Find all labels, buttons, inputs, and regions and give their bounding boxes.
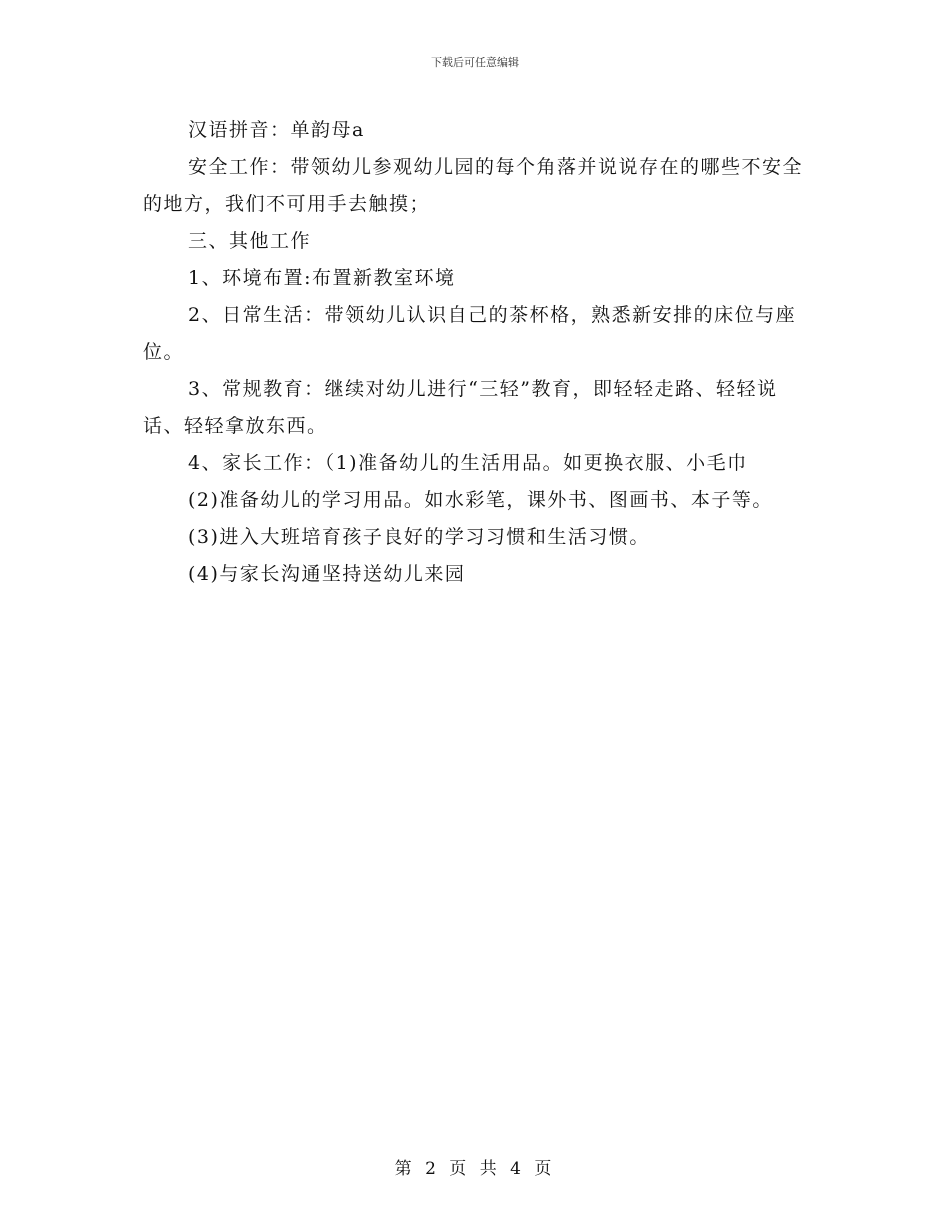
page-header: 下载后可任意编辑 — [431, 56, 519, 69]
section-heading-other-work: 三、其他工作 — [188, 230, 312, 252]
paragraph-parent-item-2: (2)准备幼儿的学习用品。如水彩笔，课外书、图画书、本子等。 — [188, 489, 773, 511]
paragraph-routine-education: 3、常规教育：继续对幼儿进行“三轻”教育，即轻轻走路、轻轻说话、轻轻拿放东西。 — [143, 378, 778, 437]
page-number-footer: 第 2 页 共 4 页 — [394, 1159, 556, 1179]
paragraph-pinyin: 汉语拼音：单韵母a — [188, 119, 365, 141]
paragraph-daily-life: 2、日常生活：带领幼儿认识自己的茶杯格，熟悉新安排的床位与座位。 — [143, 304, 797, 363]
paragraph-parent-item-3: (3)进入大班培育孩子良好的学习习惯和生活习惯。 — [188, 526, 650, 548]
paragraph-parent-item-4: (4)与家长沟通坚持送幼儿来园 — [188, 563, 466, 585]
paragraph-safety-work: 安全工作：带领幼儿参观幼儿园的每个角落并说说存在的哪些不安全的地方，我们不可用手去触摸； — [143, 156, 804, 215]
document-body — [143, 112, 813, 593]
paragraph-environment: 1、环境布置:布置新教室环境 — [188, 267, 456, 289]
paragraph-parent-work: 4、家长工作：（1)准备幼儿的生活用品。如更换衣服、小毛巾 — [188, 452, 748, 474]
